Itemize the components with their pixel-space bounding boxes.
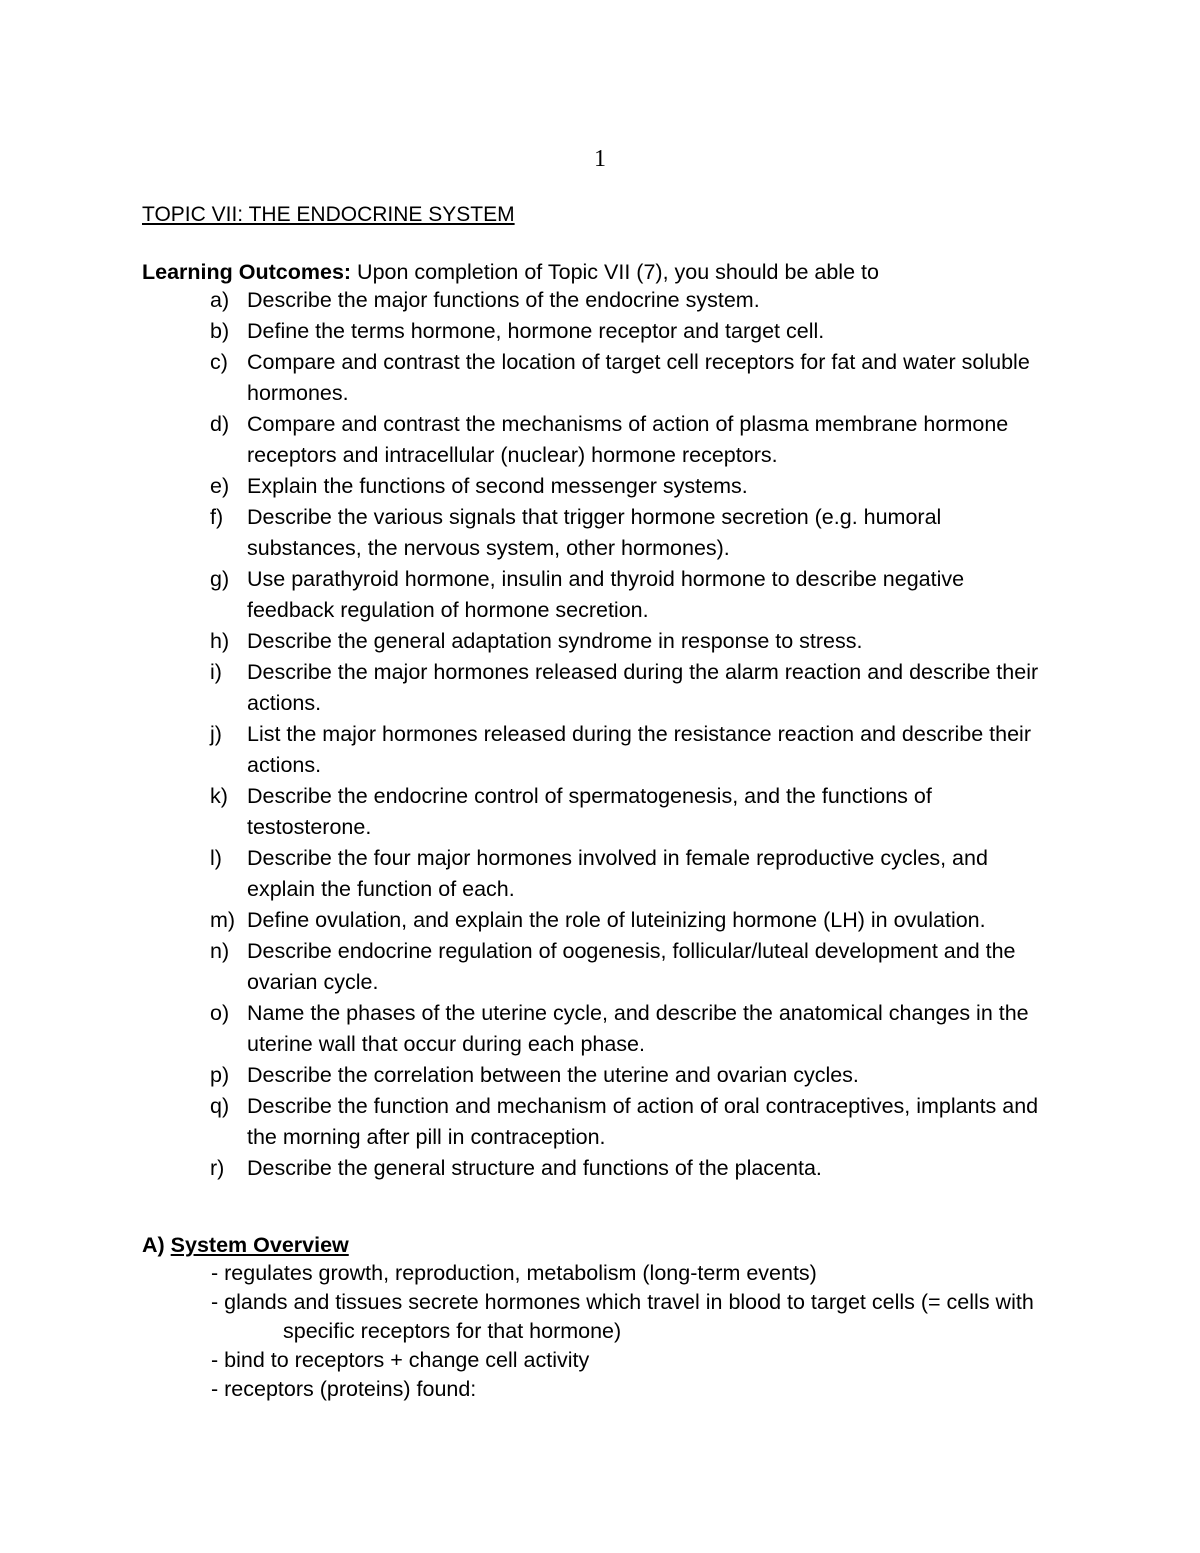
outcome-item bbox=[0, 285, 1057, 316]
outcome-letter: q) bbox=[210, 1094, 230, 1118]
outcome-text-line: Define the terms hormone, hormone receptor and target cell. bbox=[247, 319, 825, 343]
outcome-letter: k) bbox=[210, 784, 228, 808]
system-overview-list bbox=[211, 1259, 1034, 1404]
outcome-item bbox=[0, 781, 1057, 843]
outcome-text-line: List the major hormones released during the resistance reaction and describe their bbox=[247, 722, 1031, 746]
outcome-text-line: Describe endocrine regulation of oogenesis, follicular/luteal development and the bbox=[247, 939, 1016, 963]
outcome-letter: h) bbox=[210, 629, 230, 653]
outcome-item bbox=[0, 564, 1057, 626]
outcome-text-line: substances, the nervous system, other hormones). bbox=[247, 536, 730, 560]
outcome-text-line: Compare and contrast the location of target cell receptors for fat and water soluble bbox=[247, 350, 1030, 374]
outcome-letter: a) bbox=[210, 288, 230, 312]
outcome-letter: i) bbox=[210, 660, 222, 684]
outcome-item bbox=[0, 316, 1057, 347]
outcome-text-line: hormones. bbox=[247, 381, 349, 405]
outcome-item bbox=[0, 998, 1057, 1060]
outcome-item bbox=[0, 657, 1057, 719]
outcome-letter: c) bbox=[210, 350, 228, 374]
outcome-text-line: Describe the major hormones released during the alarm reaction and describe their bbox=[247, 660, 1039, 684]
section-a-title: System Overview bbox=[170, 1233, 349, 1257]
outcome-letter: p) bbox=[210, 1063, 230, 1087]
outcome-text-line: Describe the various signals that trigger hormone secretion (e.g. humoral bbox=[247, 505, 942, 529]
outcome-text-line: ovarian cycle. bbox=[247, 970, 379, 994]
outcome-text-line: Compare and contrast the mechanisms of action of plasma membrane hormone bbox=[247, 412, 1009, 436]
outcome-item bbox=[0, 936, 1057, 998]
outcome-text-line: explain the function of each. bbox=[247, 877, 515, 901]
learning-outcomes-label: Learning Outcomes: bbox=[142, 260, 352, 284]
outcome-text-line: actions. bbox=[247, 691, 322, 715]
outcome-letter: e) bbox=[210, 474, 230, 498]
outcome-text-line: Describe the general structure and functions of the placenta. bbox=[247, 1156, 822, 1180]
outcome-letter: j) bbox=[210, 722, 222, 746]
outcome-text-line: Use parathyroid hormone, insulin and thyroid hormone to describe negative bbox=[247, 567, 965, 591]
outcome-text-line: uterine wall that occur during each phase. bbox=[247, 1032, 645, 1056]
outcome-letter: g) bbox=[210, 567, 230, 591]
outcome-letter: n) bbox=[210, 939, 230, 963]
topic-title: TOPIC VII: THE ENDOCRINE SYSTEM bbox=[142, 203, 515, 226]
outcome-letter: b) bbox=[210, 319, 230, 343]
overview-line: - regulates growth, reproduction, metabolism (long-term events) bbox=[211, 1261, 817, 1285]
page-number: 1 bbox=[594, 146, 606, 172]
outcome-text-line: feedback regulation of hormone secretion. bbox=[247, 598, 649, 622]
outcome-text-line: receptors and intracellular (nuclear) hormone receptors. bbox=[247, 443, 778, 467]
outcome-letter: o) bbox=[210, 1001, 230, 1025]
learning-outcomes-list bbox=[0, 285, 1057, 1184]
outcome-text-line: Explain the functions of second messenger systems. bbox=[247, 474, 748, 498]
outcome-letter: l) bbox=[210, 846, 222, 870]
overview-line: - receptors (proteins) found: bbox=[211, 1377, 477, 1401]
outcome-item bbox=[0, 843, 1057, 905]
overview-line: - bind to receptors + change cell activity bbox=[211, 1348, 590, 1372]
outcome-text-line: Describe the major functions of the endocrine system. bbox=[247, 288, 760, 312]
outcome-item bbox=[0, 626, 1057, 657]
learning-outcomes-intro bbox=[142, 257, 879, 288]
outcome-letter: m) bbox=[210, 908, 236, 932]
outcome-text-line: Describe the four major hormones involved in female reproductive cycles, and bbox=[247, 846, 988, 870]
section-a-heading bbox=[142, 1230, 349, 1261]
learning-outcomes-text: Upon completion of Topic VII (7), you should be able to bbox=[351, 260, 879, 284]
outcome-text-line: actions. bbox=[247, 753, 322, 777]
outcome-text-line: Name the phases of the uterine cycle, and describe the anatomical changes in the bbox=[247, 1001, 1029, 1025]
outcome-text-line: Define ovulation, and explain the role of luteinizing hormone (LH) in ovulation. bbox=[247, 908, 986, 932]
outcome-item bbox=[0, 905, 1057, 936]
outcome-item bbox=[0, 1091, 1057, 1153]
overview-line: specific receptors for that hormone) bbox=[283, 1319, 622, 1343]
outcome-item bbox=[0, 1060, 1057, 1091]
outcome-text-line: Describe the general adaptation syndrome in response to stress. bbox=[247, 629, 863, 653]
outcome-item bbox=[0, 471, 1057, 502]
outcome-letter: d) bbox=[210, 412, 230, 436]
outcome-item bbox=[0, 409, 1057, 471]
outcome-text-line: Describe the endocrine control of spermatogenesis, and the functions of bbox=[247, 784, 932, 808]
outcome-text-line: Describe the correlation between the uterine and ovarian cycles. bbox=[247, 1063, 859, 1087]
outcome-text-line: testosterone. bbox=[247, 815, 372, 839]
section-a-prefix: A) bbox=[142, 1233, 171, 1257]
outcome-item bbox=[0, 719, 1057, 781]
outcome-item bbox=[0, 1153, 1057, 1184]
outcome-text-line: the morning after pill in contraception. bbox=[247, 1125, 606, 1149]
outcome-item bbox=[0, 502, 1057, 564]
overview-line: - glands and tissues secrete hormones which travel in blood to target cells (= cells with bbox=[211, 1290, 1034, 1314]
outcome-text-line: Describe the function and mechanism of action of oral contraceptives, implants and bbox=[247, 1094, 1039, 1118]
outcome-item bbox=[0, 347, 1057, 409]
outcome-letter: r) bbox=[210, 1156, 225, 1180]
outcome-letter: f) bbox=[210, 505, 224, 529]
